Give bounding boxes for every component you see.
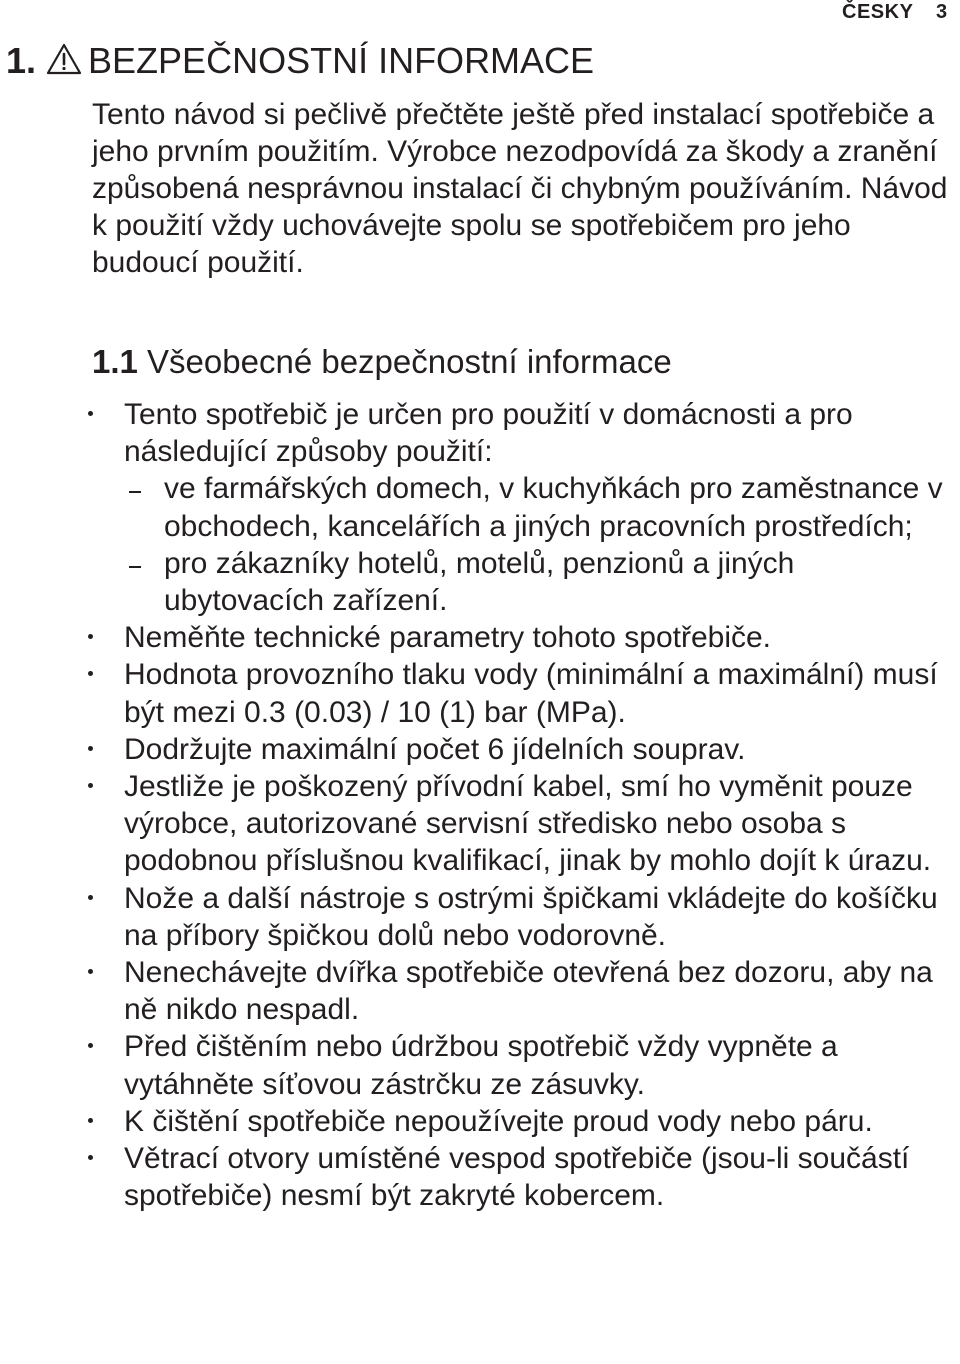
safety-rule <box>0 1028 960 1102</box>
usage-subitem-text: ve farmářských domech, v kuchyňkách pro zaměstnance v obchodech, kancelářích a jiných pracovních prostředích; <box>164 472 943 543</box>
usage-subitem <box>124 470 948 544</box>
safety-rule <box>0 1140 960 1214</box>
page-number: 3 <box>936 1 948 23</box>
usage-sublist <box>124 470 948 619</box>
safety-rule-text: K čištění spotřebiče nepoužívejte proud vody nebo páru. <box>124 1104 873 1138</box>
section-number: 1. <box>6 40 37 81</box>
safety-rule-text: Nože a další nástroje s ostrými špičkami vkládejte do košíčku na příbory špičkou dolů nebo vodorovně. <box>124 881 938 952</box>
subsection-title: Všeobecné bezpečnostní informace <box>147 343 672 380</box>
safety-rule-text: Nenechávejte dvířka spotřebiče otevřená bez dozoru, aby na ně nikdo nespadl. <box>124 956 933 1027</box>
intro-paragraph: Tento návod si pečlivě přečtěte ještě před instalací spotřebiče a jeho prvním použitím. Výrobce nezodpovídá za škody a zranění způsobená nesprávnou instalací či chybným používáním. Návod k použití vždy uchovávejte spolu se spotřebičem pro jeho budoucí použití. <box>92 98 948 279</box>
bullet-icon <box>88 1043 93 1048</box>
safety-rule-text: Tento spotřebič je určen pro použití v domácnosti a pro následující způsoby použití: <box>124 398 853 469</box>
bullet-icon <box>88 1118 93 1123</box>
safety-rule <box>0 619 960 656</box>
safety-rule-text: Před čištěním nebo údržbou spotřebič vždy vypněte a vytáhněte síťovou zástrčku ze zásuvky. <box>124 1030 838 1101</box>
bullet-icon <box>88 895 93 900</box>
usage-subitem <box>124 545 948 619</box>
safety-rule <box>0 880 960 954</box>
safety-rule-text: Větrací otvory umístěné vespod spotřebiče (jsou-li součástí spotřebiče) nesmí být zakryté kobercem. <box>124 1142 910 1213</box>
bullet-icon <box>88 969 93 974</box>
safety-rule <box>0 768 960 880</box>
safety-rule <box>0 656 960 730</box>
safety-rule <box>0 954 960 1028</box>
page-header <box>0 0 960 30</box>
bullet-icon <box>88 411 93 416</box>
safety-rules-list <box>0 396 960 1214</box>
safety-rule <box>0 1103 960 1140</box>
bullet-icon <box>88 1155 93 1160</box>
bullet-icon <box>88 746 93 751</box>
safety-rule-text: Jestliže je poškozený přívodní kabel, smí ho vyměnit pouze výrobce, autorizované servisní středisko nebo osoba s podobnou příslušnou kvalifikací, jinak by mohlo dojít k úrazu. <box>124 770 932 878</box>
bullet-icon <box>88 634 93 639</box>
subsection-heading <box>92 342 672 382</box>
safety-rule-text: Hodnota provozního tlaku vody (minimální a maximální) musí být mezi 0.3 (0.03) / 10 (1) bar (MPa). <box>124 658 938 729</box>
usage-subitem-text: pro zákazníky hotelů, motelů, penzionů a jiných ubytovacích zařízení. <box>164 546 795 618</box>
warning-triangle-icon <box>46 43 82 75</box>
dash-icon <box>129 491 141 493</box>
bullet-icon <box>88 783 93 788</box>
safety-rule-text: Neměňte technické parametry tohoto spotřebiče. <box>124 621 772 655</box>
section-title: BEZPEČNOSTNÍ INFORMACE <box>88 40 595 81</box>
language-label: ČESKY <box>842 1 914 23</box>
safety-rule-text: Dodržujte maximální počet 6 jídelních souprav. <box>124 732 746 766</box>
section-heading <box>6 40 594 82</box>
safety-rule <box>0 731 960 768</box>
subsection-number: 1.1 <box>92 343 138 380</box>
dash-icon <box>129 566 141 568</box>
safety-rule <box>0 396 960 619</box>
bullet-icon <box>88 671 93 676</box>
